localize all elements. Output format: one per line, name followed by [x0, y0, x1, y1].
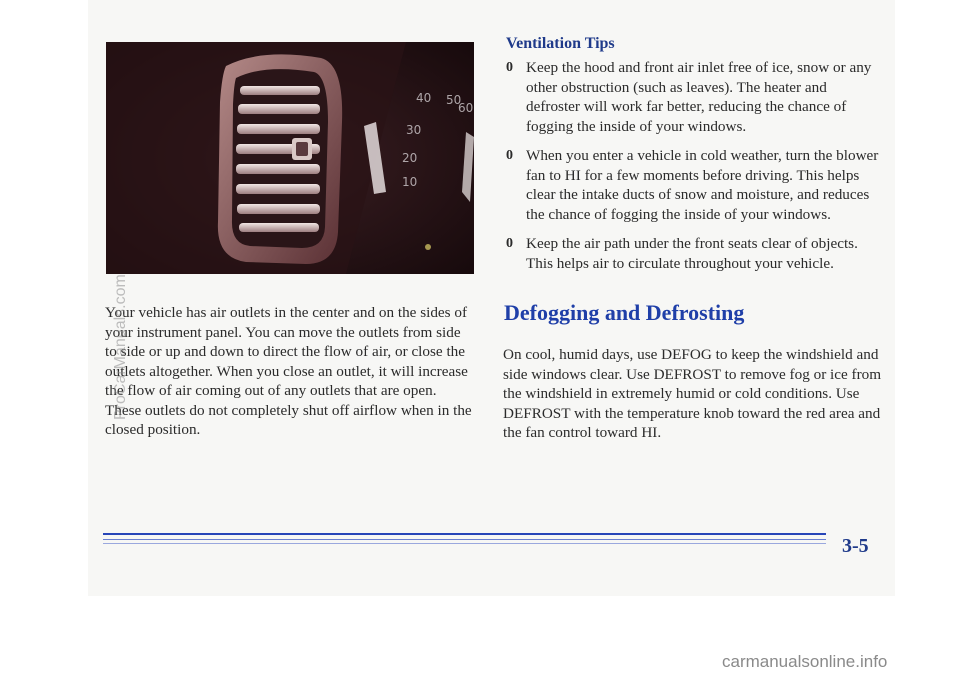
dial-number: 10 [402, 175, 418, 189]
ventilation-tips-list [502, 58, 882, 283]
list-item-text: Keep the air path under the front seats clear of objects. This helps air to circulate throughout your vehicle. [526, 235, 858, 272]
footer-rule-line [103, 533, 826, 535]
dial-number: 30 [406, 123, 422, 137]
list-item-text: Keep the hood and front air inlet free of ice, snow or any other obstruction (such as leaves). The heater and defroster will work far better, reducing the chance of fogging the inside of your windows. [526, 59, 872, 135]
outlets-paragraph: Your vehicle has air outlets in the center and on the sides of your instrument panel. You can move the outlets from side to side or up and down to direct the flow of air, or close the outlets altogether. When you close an outlet, it will increase the flow of air coming out of any outlets that are open. These outlets do not completely shut off airflow when in the closed position. [105, 304, 472, 439]
footer-rule-line [103, 543, 826, 544]
list-item [502, 234, 882, 273]
list-item [502, 58, 882, 136]
bottom-watermark[interactable]: carmanualsonline.info [722, 652, 888, 671]
list-item-text: When you enter a vehicle in cold weather, turn the blower fan to HI for a few moments before driving. This helps clear the intake ducts of snow and moisture, and reduces the chance of fogging the inside of your windows. [526, 147, 879, 223]
dial-number: 40 [416, 91, 432, 105]
dial-number: 50 [446, 93, 462, 107]
page-number: 3-5 [842, 535, 869, 557]
dial-number: 20 [402, 151, 418, 165]
bullet-glyph: 0 [506, 148, 513, 163]
footer-rule [103, 533, 826, 549]
footer-rule-line [103, 539, 826, 540]
bullet-glyph: 0 [506, 60, 513, 75]
defogging-heading: Defogging and Defrosting [504, 300, 745, 325]
air-outlet-photo [106, 42, 474, 274]
ventilation-tips-heading: Ventilation Tips [506, 35, 615, 52]
dial-number: 60 [458, 101, 474, 115]
list-item [502, 146, 882, 224]
defogging-paragraph: On cool, humid days, use DEFOG to keep the windshield and side windows clear. Use DEFROST to remove fog or ice from the windshield in extremely humid or cold conditions. Use DEFROST with the temperature knob toward the red area and the fan control toward HI. [503, 346, 882, 442]
bullet-glyph: 0 [506, 236, 513, 251]
side-watermark: ProCarManuals.com [112, 274, 129, 420]
